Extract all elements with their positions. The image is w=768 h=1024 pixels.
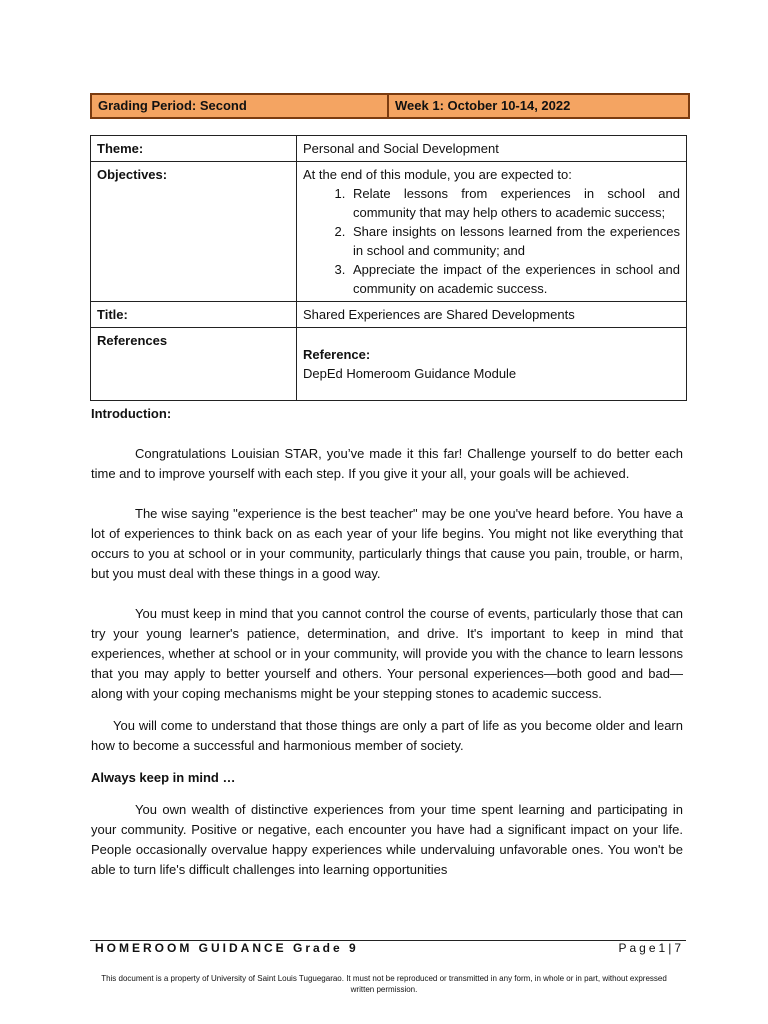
theme-row — [91, 136, 687, 162]
title-row — [91, 302, 687, 328]
objectives-list — [303, 184, 680, 298]
reference-heading: Reference: — [303, 347, 371, 362]
objective-item: 3. Appreciate the impact of the experiences in school and community on academic success. — [349, 260, 680, 298]
paragraph: The wise saying "experience is the best teacher" may be one you've heard before. You have a lot of experiences to think back on as each year of your life begins. You might not like everything that occurs to you at school or in your community, particularly things that cause you pain, trouble, or harm, but you must deal with these things in a good way. — [91, 506, 683, 581]
objectives-row — [91, 162, 687, 302]
paragraph: You own wealth of distinctive experiences from your time spent learning and participating in your community. Positive or negative, each encounter you have had a significant impact on your life. People occasionally overvalue happy experiences while undervaluing unfavorable ones. You won't be able to turn life's difficult challenges into learning opportunities — [91, 802, 683, 877]
references-cell — [297, 328, 687, 401]
footer-page-number: Page1|7 — [618, 941, 684, 955]
objectives-intro: At the end of this module, you are expected to: — [303, 167, 572, 182]
module-info-table — [90, 135, 687, 401]
reference-value: DepEd Homeroom Guidance Module — [303, 366, 517, 381]
keep-in-mind-heading: Always keep in mind … — [91, 770, 236, 785]
grading-period: Grading Period: Second — [92, 95, 389, 117]
theme-label: Theme: — [91, 136, 297, 162]
footer-course: HOMEROOM GUIDANCE Grade 9 — [95, 941, 359, 955]
module-body — [91, 404, 683, 880]
paragraph: Congratulations Louisian STAR, you’ve made it this far! Challenge yourself to do better each time and to improve yourself with each step. If you give it your all, your goals will be achieved. — [91, 446, 683, 481]
week-range: Week 1: October 10-14, 2022 — [389, 95, 688, 117]
objectives-cell — [297, 162, 687, 302]
paragraph: You will come to understand that those things are only a part of life as you become older and learn how to become a successful and harmonious member of society. — [91, 718, 683, 753]
paragraph: You must keep in mind that you cannot control the course of events, particularly those that can try your young learner's patience, determination, and drive. It's important to keep in mind that experiences, whether at school or in your community, will provide you with the chance to learn lessons that you may apply to better yourself and others. Your personal experiences—both good and bad—along with your coping mechanisms might be your stepping stones to academic success. — [91, 606, 683, 701]
theme-value: Personal and Social Development — [297, 136, 687, 162]
grading-period-bar — [90, 93, 690, 119]
footer-disclaimer: This document is a property of University of Saint Louis Tuguegarao. It must not be reproduced or transmitted in any form, in whole or in part, without expressed written permission. — [101, 974, 667, 994]
title-label: Title: — [91, 302, 297, 328]
references-label: References — [91, 328, 297, 401]
objective-item: 2. Share insights on lessons learned from the experiences in school and community; and — [349, 222, 680, 260]
references-row — [91, 328, 687, 401]
title-value: Shared Experiences are Shared Developments — [297, 302, 687, 328]
introduction-heading: Introduction: — [91, 406, 172, 421]
objective-item: 1. Relate lessons from experiences in school and community that may help others to academic success; — [349, 184, 680, 222]
objectives-label: Objectives: — [91, 162, 297, 302]
